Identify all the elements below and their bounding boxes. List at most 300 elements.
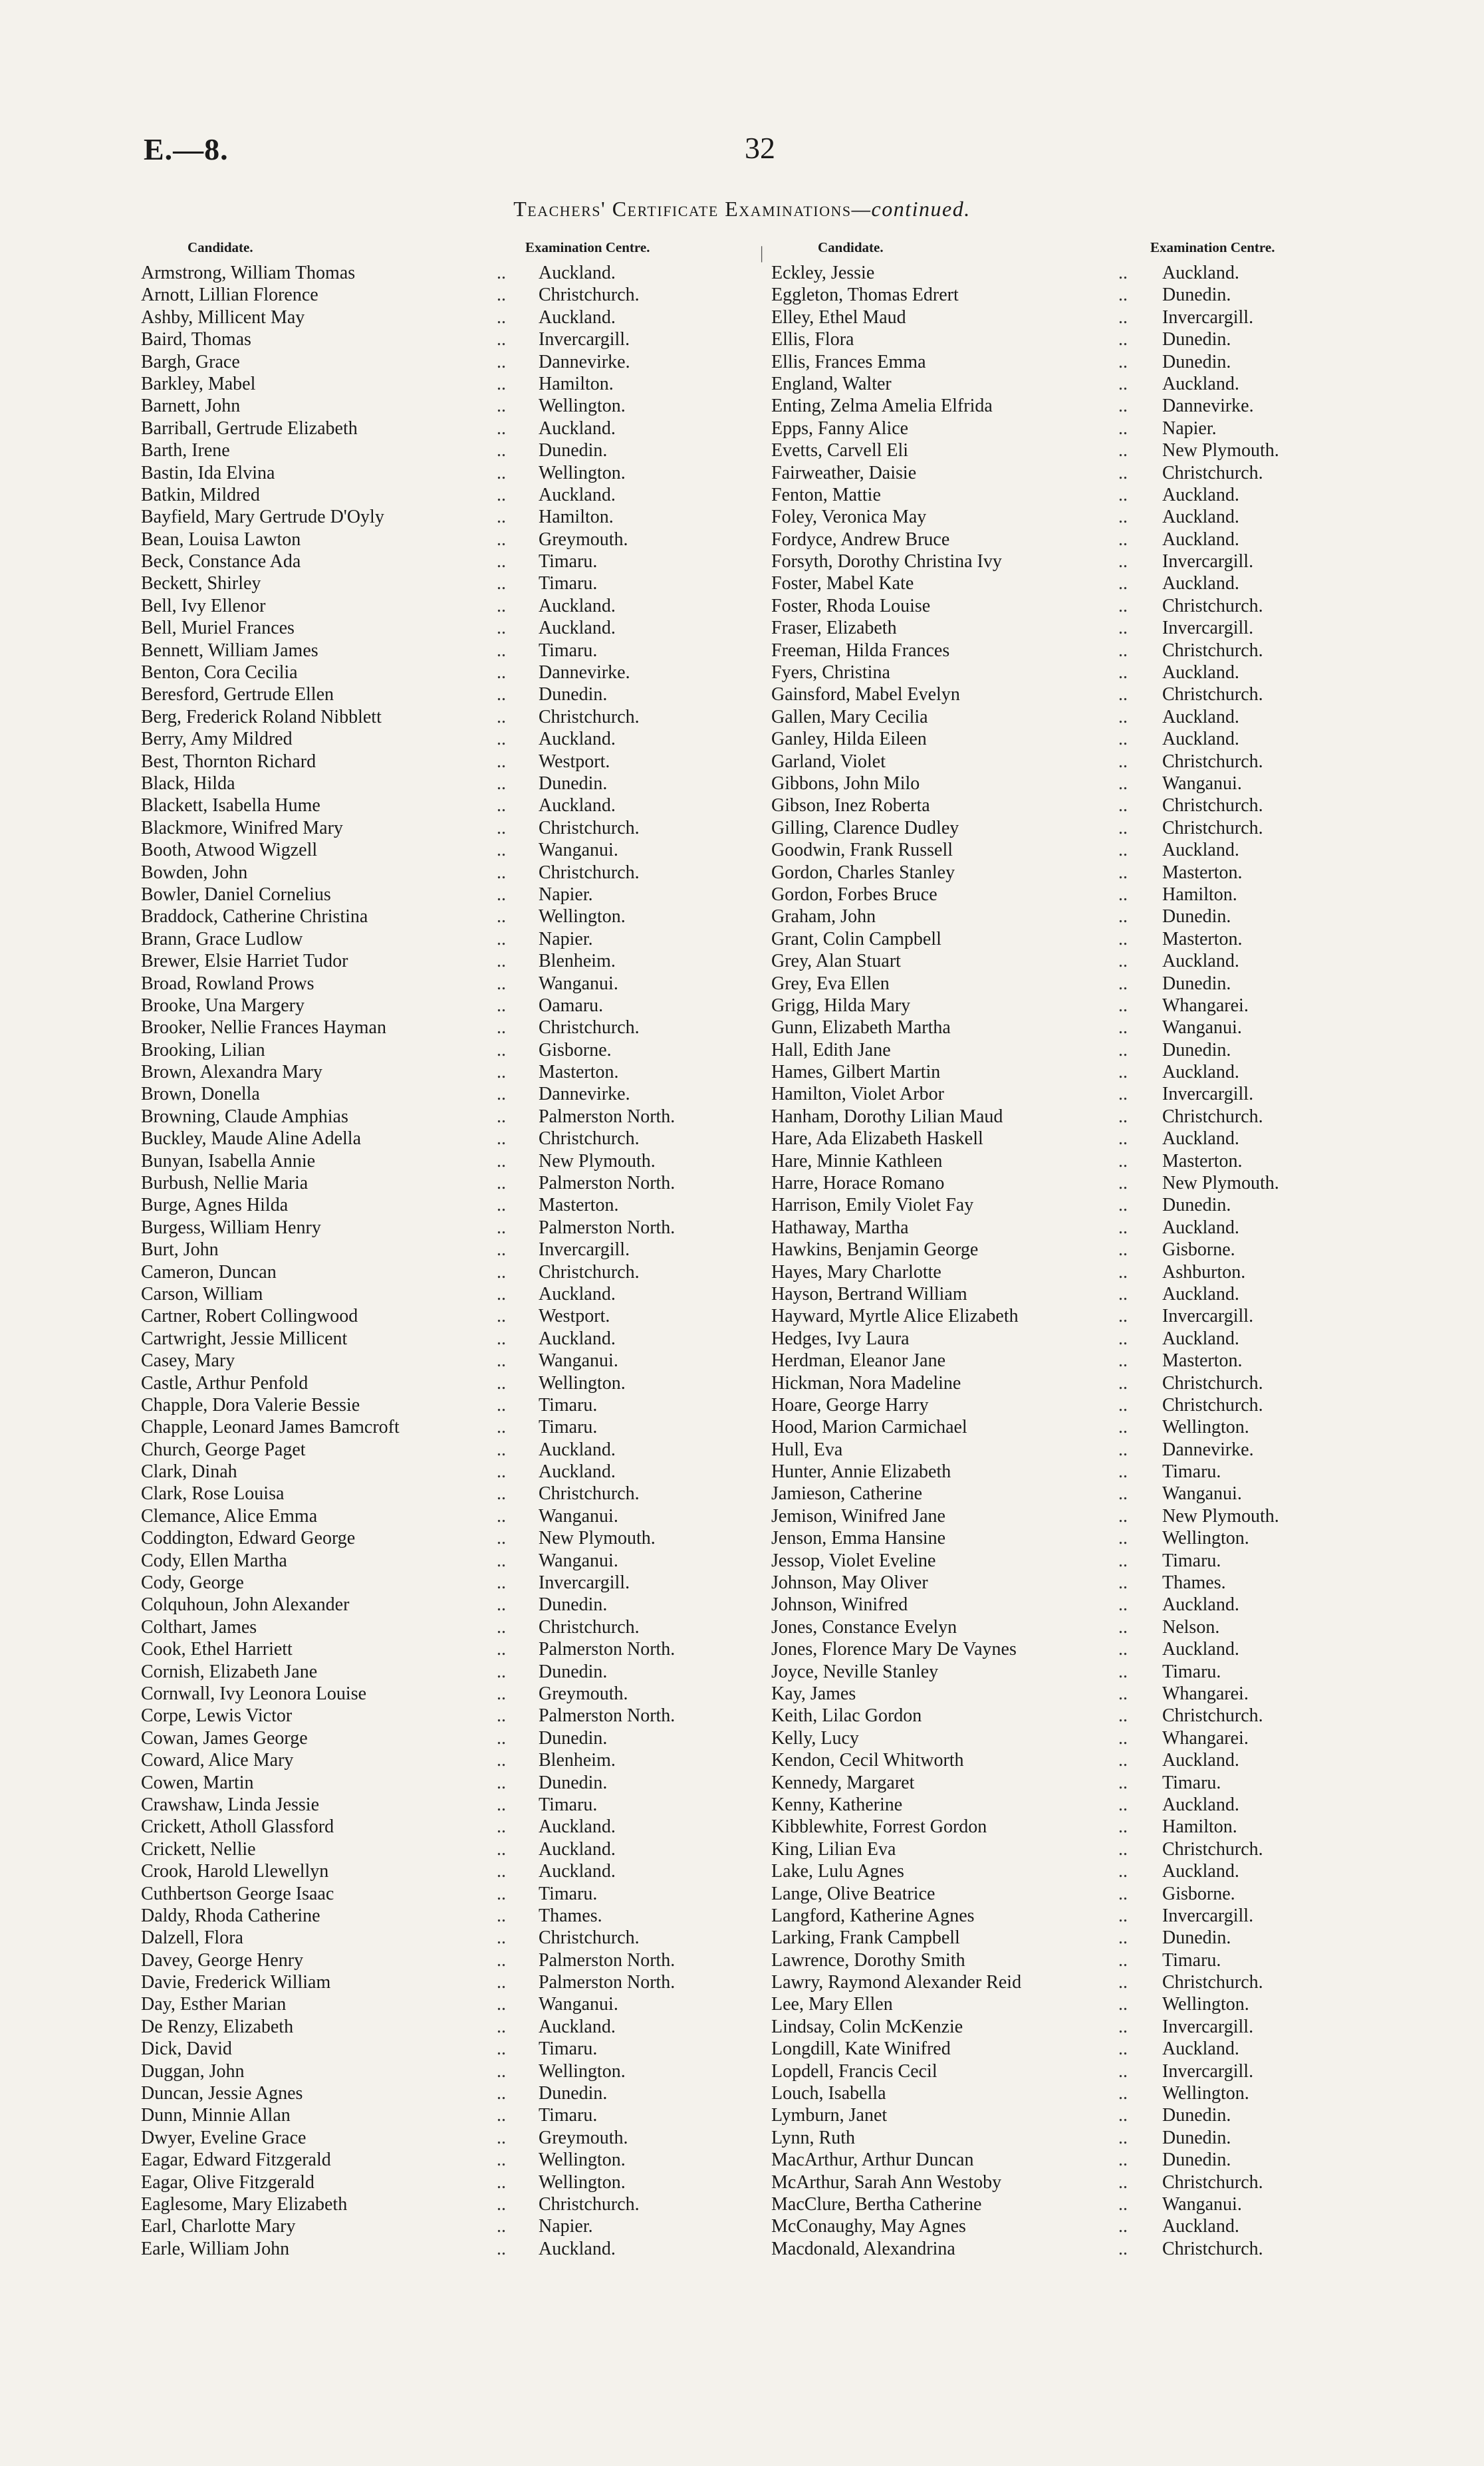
- list-item: [141, 1439, 753, 1461]
- examination-centre: Auckland.: [1162, 951, 1239, 972]
- leader-dots: ..: [497, 1927, 506, 1949]
- candidate-name: Eagar, Olive Fitzgerald: [141, 2171, 314, 2193]
- candidate-name: Clemance, Alice Emma: [141, 1505, 318, 1527]
- examination-centre: Auckland.: [1162, 1328, 1239, 1349]
- leader-dots: ..: [497, 951, 506, 972]
- candidate-name: Bowden, John: [141, 862, 248, 883]
- candidate-name: Cowen, Martin: [141, 1772, 254, 1793]
- examination-centre: Auckland.: [539, 2016, 616, 2037]
- list-item: [771, 1283, 1350, 1305]
- leader-dots: ..: [497, 1816, 506, 1838]
- examination-centre: New Plymouth.: [1162, 440, 1279, 461]
- examination-centre: Invercargill.: [1162, 618, 1254, 639]
- list-item: [141, 1905, 753, 1927]
- list-item: [141, 2104, 753, 2126]
- list-item: [141, 2171, 753, 2193]
- list-item: [771, 1239, 1350, 1261]
- list-item: [141, 1860, 753, 1882]
- list-item: [141, 1483, 753, 1505]
- examination-centre: Gisborne.: [1162, 1239, 1235, 1261]
- list-item: [141, 1061, 753, 1083]
- list-item: [771, 973, 1350, 995]
- leader-dots: ..: [1118, 1106, 1128, 1127]
- leader-dots: ..: [1118, 1616, 1128, 1638]
- leader-dots: ..: [1118, 263, 1128, 283]
- examination-centre: Dunedin.: [1162, 2105, 1231, 2126]
- list-item: [771, 595, 1350, 617]
- list-item: [771, 2171, 1350, 2193]
- candidate-name: Crook, Harold Llewellyn: [141, 1861, 329, 1882]
- list-item: [771, 1439, 1350, 1461]
- candidate-name: Eggleton, Thomas Edrert: [771, 285, 959, 306]
- candidate-name: Lynn, Ruth: [771, 2127, 856, 2148]
- leader-dots: ..: [497, 1861, 506, 1882]
- candidate-name: Lindsay, Colin McKenzie: [771, 2016, 963, 2037]
- list-item: [771, 1328, 1350, 1350]
- leader-dots: ..: [1118, 2150, 1128, 2171]
- leader-dots: ..: [1118, 2060, 1128, 2082]
- list-item: [141, 1616, 753, 1638]
- centre-header: Examination Centre.: [525, 239, 650, 255]
- candidate-name: Hare, Minnie Kathleen: [771, 1150, 943, 1171]
- list-item: [141, 1949, 753, 1971]
- list-item: [771, 262, 1350, 284]
- list-item: [141, 2016, 753, 2038]
- leader-dots: ..: [497, 573, 506, 594]
- candidate-name: Gibson, Inez Roberta: [771, 795, 930, 816]
- candidate-name: Joyce, Neville Stanley: [771, 1661, 939, 1682]
- candidate-name: Lange, Olive Beatrice: [771, 1883, 935, 1904]
- examination-centre: Palmerston North.: [539, 1972, 676, 1993]
- candidate-name: McArthur, Sarah Ann Westoby: [771, 2171, 1002, 2193]
- list-item: [141, 2038, 753, 2060]
- list-item: [141, 328, 753, 350]
- leader-dots: ..: [497, 1283, 506, 1304]
- examination-centre: Greymouth.: [539, 529, 628, 550]
- list-item: [771, 683, 1350, 705]
- leader-dots: ..: [497, 595, 506, 616]
- list-item: [141, 1572, 753, 1594]
- leader-dots: ..: [497, 1106, 506, 1127]
- leader-dots: ..: [497, 329, 506, 350]
- list-item: [141, 1971, 753, 1993]
- list-item: [141, 1261, 753, 1283]
- candidate-name: Bean, Louisa Lawton: [141, 529, 301, 550]
- candidate-name: Bennett, William James: [141, 640, 318, 661]
- leader-dots: ..: [497, 1838, 506, 1860]
- candidate-name: Burbush, Nellie Maria: [141, 1173, 309, 1194]
- leader-dots: ..: [497, 2171, 506, 2193]
- page-title-main: Teachers' Certificate Examinations: [513, 197, 852, 221]
- examination-centre: Auckland.: [539, 595, 616, 616]
- examination-centre: Wellington.: [1162, 2083, 1249, 2104]
- examination-centre: Palmerston North.: [539, 1639, 676, 1660]
- candidate-name: MacArthur, Arthur Duncan: [771, 2150, 974, 2171]
- candidate-name: Colquhoun, John Alexander: [141, 1594, 350, 1616]
- examination-centre: Christchurch.: [539, 2193, 640, 2215]
- leader-dots: ..: [1118, 1505, 1128, 1527]
- candidate-name: Hedges, Ivy Laura: [771, 1328, 910, 1349]
- leader-dots: ..: [497, 1417, 506, 1438]
- examination-centre: Christchurch.: [1162, 595, 1263, 616]
- candidate-name: Keith, Lilac Gordon: [771, 1705, 922, 1727]
- leader-dots: ..: [1118, 817, 1128, 838]
- list-item: [771, 817, 1350, 839]
- list-item: [141, 484, 753, 506]
- leader-dots: ..: [497, 1750, 506, 1771]
- examination-centre: Hamilton.: [1162, 884, 1237, 905]
- leader-dots: ..: [497, 2150, 506, 2171]
- list-item: [141, 1328, 753, 1350]
- examination-centre: Masterton.: [1162, 862, 1243, 883]
- list-item: [141, 1816, 753, 1838]
- candidate-name: Gallen, Mary Cecilia: [771, 706, 928, 727]
- examination-centre: Christchurch.: [1162, 751, 1263, 772]
- list-item: [771, 1217, 1350, 1239]
- examination-centre: Dunedin.: [1162, 1039, 1231, 1060]
- candidate-name: Jemison, Winifred Jane: [771, 1505, 945, 1527]
- list-item: [141, 683, 753, 705]
- list-item: [771, 995, 1350, 1017]
- examination-centre: Napier.: [539, 884, 593, 905]
- list-item: [141, 1150, 753, 1172]
- examination-centre: Auckland.: [1162, 1128, 1239, 1150]
- leader-dots: ..: [497, 507, 506, 528]
- leader-dots: ..: [1118, 1017, 1128, 1039]
- candidate-name: Foster, Rhoda Louise: [771, 595, 931, 616]
- list-item: [771, 1128, 1350, 1150]
- list-item: [771, 1772, 1350, 1794]
- examination-centre: Dunedin.: [1162, 2127, 1231, 2148]
- candidate-name: Hall, Edith Jane: [771, 1039, 891, 1060]
- list-item: [141, 2060, 753, 2082]
- column-divider-mark: |: [760, 243, 764, 263]
- examination-centre: Dunedin.: [1162, 1927, 1231, 1949]
- examination-centre: Christchurch.: [1162, 462, 1263, 483]
- examination-centre: Wellington.: [539, 906, 626, 927]
- candidate-name: Burt, John: [141, 1239, 219, 1261]
- leader-dots: ..: [1118, 684, 1128, 705]
- list-item: [141, 1505, 753, 1527]
- leader-dots: ..: [1118, 1084, 1128, 1105]
- leader-dots: ..: [497, 1727, 506, 1749]
- candidate-name: Harrison, Emily Violet Fay: [771, 1195, 974, 1216]
- candidate-name: Jessop, Violet Eveline: [771, 1550, 936, 1571]
- candidate-name: Cartner, Robert Collingwood: [141, 1306, 358, 1327]
- leader-dots: ..: [497, 1794, 506, 1815]
- list-item: [141, 529, 753, 551]
- candidate-name: Bunyan, Isabella Annie: [141, 1150, 316, 1171]
- page-number: 32: [745, 131, 775, 165]
- examination-centre: Wanganui.: [539, 1350, 618, 1372]
- list-item: [771, 706, 1350, 728]
- list-item: [141, 462, 753, 484]
- leader-dots: ..: [1118, 1150, 1128, 1171]
- examination-centre: Masterton.: [1162, 928, 1243, 949]
- leader-dots: ..: [1118, 1594, 1128, 1616]
- candidate-name: Grey, Alan Stuart: [771, 951, 901, 972]
- candidate-name: Hayes, Mary Charlotte: [771, 1261, 941, 1283]
- list-item: [771, 1883, 1350, 1905]
- examination-centre: Auckland.: [1162, 729, 1239, 750]
- leader-dots: ..: [497, 1949, 506, 1971]
- list-item: [141, 1683, 753, 1705]
- examination-centre: Invercargill.: [1162, 1306, 1254, 1327]
- examination-centre: Timaru.: [539, 2038, 598, 2060]
- list-item: [141, 1550, 753, 1572]
- leader-dots: ..: [497, 2016, 506, 2037]
- leader-dots: ..: [1118, 751, 1128, 772]
- examination-centre: Ashburton.: [1162, 1261, 1246, 1283]
- leader-dots: ..: [1118, 973, 1128, 994]
- leader-dots: ..: [1118, 285, 1128, 306]
- leader-dots: ..: [1118, 2083, 1128, 2104]
- candidate-name: Garland, Violet: [771, 751, 886, 772]
- candidate-name: Black, Hilda: [141, 773, 235, 794]
- list-item: [771, 1061, 1350, 1083]
- list-item: [771, 2193, 1350, 2215]
- candidate-name: Crawshaw, Linda Jessie: [141, 1794, 320, 1815]
- candidate-name: Arnott, Lillian Florence: [141, 285, 318, 306]
- examination-centre: Dunedin.: [1162, 973, 1231, 994]
- candidate-name: Coward, Alice Mary: [141, 1750, 294, 1771]
- candidate-name: Burgess, William Henry: [141, 1217, 321, 1238]
- candidate-name: Barnett, John: [141, 396, 241, 417]
- leader-dots: ..: [497, 418, 506, 439]
- leader-dots: ..: [497, 995, 506, 1016]
- examination-centre: Christchurch.: [539, 1927, 640, 1949]
- examination-centre: Wanganui.: [539, 1505, 618, 1527]
- examination-centre: Auckland.: [1162, 573, 1239, 594]
- candidate-name: Cook, Ethel Harriett: [141, 1639, 293, 1660]
- candidate-name: Browning, Claude Amphias: [141, 1106, 348, 1127]
- leader-dots: ..: [1118, 1639, 1128, 1660]
- list-item: [771, 1261, 1350, 1283]
- leader-dots: ..: [1118, 618, 1128, 639]
- examination-centre: Auckland.: [1162, 2216, 1239, 2237]
- examination-centre: Wellington.: [539, 2060, 626, 2082]
- list-item: [141, 307, 753, 328]
- candidate-name: Gordon, Forbes Bruce: [771, 884, 937, 905]
- list-item: [771, 1816, 1350, 1838]
- candidate-name: Ellis, Flora: [771, 329, 854, 350]
- list-item: [771, 373, 1350, 395]
- list-item: [771, 1505, 1350, 1527]
- examination-centre: Invercargill.: [1162, 2016, 1254, 2037]
- examination-centre: Dannevirke.: [1162, 396, 1254, 417]
- examination-centre: Palmerston North.: [539, 1217, 676, 1238]
- examination-centre: Christchurch.: [539, 862, 640, 883]
- right-candidate-list: [771, 262, 1350, 2260]
- leader-dots: ..: [1118, 2193, 1128, 2215]
- list-item: [771, 328, 1350, 350]
- examination-centre: Nelson.: [1162, 1616, 1220, 1638]
- candidate-name: Jones, Florence Mary De Vaynes: [771, 1639, 1017, 1660]
- candidate-name: Benton, Cora Cecilia: [141, 662, 298, 683]
- leader-dots: ..: [1118, 1550, 1128, 1571]
- leader-dots: ..: [1118, 1972, 1128, 1993]
- examination-centre: Christchurch.: [1162, 1372, 1263, 1394]
- examination-centre: Timaru.: [1162, 1461, 1221, 1483]
- examination-centre: Auckland.: [1162, 1594, 1239, 1616]
- list-item: [771, 418, 1350, 439]
- list-item: [771, 928, 1350, 950]
- list-item: [141, 595, 753, 617]
- candidate-name: Bargh, Grace: [141, 351, 240, 372]
- list-item: [771, 1017, 1350, 1039]
- examination-centre: Dunedin.: [539, 1594, 608, 1616]
- candidate-name: Batkin, Mildred: [141, 484, 260, 505]
- candidate-name: Grant, Colin Campbell: [771, 928, 941, 949]
- leader-dots: ..: [1118, 440, 1128, 461]
- list-item: [771, 1416, 1350, 1438]
- examination-centre: Christchurch.: [539, 1261, 640, 1283]
- leader-dots: ..: [1118, 2171, 1128, 2193]
- leader-dots: ..: [1118, 1838, 1128, 1860]
- leader-dots: ..: [497, 773, 506, 794]
- examination-centre: Auckland.: [1162, 1794, 1239, 1815]
- examination-centre: Auckland.: [1162, 484, 1239, 505]
- list-item: [771, 906, 1350, 927]
- left-column: [141, 239, 753, 2260]
- leader-dots: ..: [497, 684, 506, 705]
- list-item: [771, 1305, 1350, 1327]
- leader-dots: ..: [1118, 1705, 1128, 1727]
- candidate-name: Braddock, Catherine Christina: [141, 906, 368, 927]
- candidate-name: Freeman, Hilda Frances: [771, 640, 950, 661]
- examination-centre: Invercargill.: [539, 1239, 630, 1261]
- examination-centre: Timaru.: [1162, 1661, 1221, 1682]
- list-item: [141, 950, 753, 972]
- candidate-name: Langford, Katherine Agnes: [771, 1905, 975, 1926]
- candidate-name: Hickman, Nora Madeline: [771, 1372, 961, 1394]
- candidate-name: Brooking, Lilian: [141, 1039, 265, 1060]
- list-item: [141, 418, 753, 439]
- list-item: [771, 1683, 1350, 1705]
- candidate-name: Hoare, George Harry: [771, 1394, 929, 1416]
- leader-dots: ..: [497, 1661, 506, 1682]
- leader-dots: ..: [497, 2238, 506, 2259]
- candidate-name: Lee, Mary Ellen: [771, 1994, 893, 2015]
- leader-dots: ..: [497, 2105, 506, 2126]
- list-item: [771, 2238, 1350, 2260]
- leader-dots: ..: [497, 1195, 506, 1216]
- left-column-header: [141, 239, 753, 262]
- leader-dots: ..: [497, 973, 506, 994]
- examination-centre: Wellington.: [539, 2171, 626, 2193]
- list-item: [141, 995, 753, 1017]
- examination-centre: Christchurch.: [1162, 2238, 1263, 2259]
- list-item: [141, 1039, 753, 1061]
- list-item: [141, 2082, 753, 2104]
- examination-centre: Invercargill.: [1162, 551, 1254, 572]
- candidate-name: England, Walter: [771, 373, 892, 394]
- leader-dots: ..: [1118, 2105, 1128, 2126]
- candidate-name: Fraser, Elizabeth: [771, 618, 897, 639]
- list-item: [141, 1594, 753, 1616]
- examination-centre: Timaru.: [539, 1394, 598, 1416]
- list-item: [141, 1416, 753, 1438]
- examination-centre: Dunedin.: [1162, 285, 1231, 306]
- leader-dots: ..: [1118, 840, 1128, 861]
- leader-dots: ..: [497, 551, 506, 572]
- examination-centre: Auckland.: [539, 795, 616, 816]
- examination-centre: Christchurch.: [539, 1128, 640, 1150]
- leader-dots: ..: [1118, 484, 1128, 505]
- list-item: [771, 2215, 1350, 2237]
- leader-dots: ..: [1118, 507, 1128, 528]
- leader-dots: ..: [497, 1439, 506, 1460]
- list-item: [141, 928, 753, 950]
- examination-centre: Christchurch.: [1162, 817, 1263, 838]
- candidate-name: Kay, James: [771, 1683, 856, 1704]
- candidate-name: Longdill, Kate Winifred: [771, 2038, 951, 2060]
- leader-dots: ..: [1118, 1173, 1128, 1194]
- candidate-name: Brooker, Nellie Frances Hayman: [141, 1017, 386, 1039]
- examination-centre: Wanganui.: [1162, 1017, 1242, 1039]
- examination-centre: Dunedin.: [539, 773, 608, 794]
- leader-dots: ..: [1118, 1328, 1128, 1349]
- candidate-name: Blackmore, Winifred Mary: [141, 817, 343, 838]
- examination-centre: Auckland.: [539, 484, 616, 505]
- candidate-name: Hood, Marion Carmichael: [771, 1417, 967, 1438]
- leader-dots: ..: [497, 1217, 506, 1238]
- examination-centre: Invercargill.: [1162, 307, 1254, 328]
- examination-centre: Dunedin.: [539, 1772, 608, 1793]
- leader-dots: ..: [1118, 2238, 1128, 2259]
- list-item: [771, 1106, 1350, 1128]
- examination-centre: Dunedin.: [1162, 2150, 1231, 2171]
- examination-centre: Wellington.: [539, 396, 626, 417]
- list-item: [141, 1017, 753, 1039]
- leader-dots: ..: [1118, 951, 1128, 972]
- candidate-name: Bell, Muriel Frances: [141, 618, 295, 639]
- candidate-name: Hanham, Dorothy Lilian Maud: [771, 1106, 1003, 1127]
- examination-centre: Auckland.: [1162, 1861, 1239, 1882]
- examination-centre: Whangarei.: [1162, 995, 1249, 1016]
- leader-dots: ..: [497, 1150, 506, 1171]
- candidate-name: Hayward, Myrtle Alice Elizabeth: [771, 1306, 1019, 1327]
- candidate-name: Jones, Constance Evelyn: [771, 1616, 957, 1638]
- examination-centre: Dunedin.: [1162, 906, 1231, 927]
- leader-dots: ..: [1118, 795, 1128, 816]
- leader-dots: ..: [1118, 1461, 1128, 1483]
- leader-dots: ..: [497, 285, 506, 306]
- candidate-name: Beck, Constance Ada: [141, 551, 301, 572]
- examination-centre: Auckland.: [1162, 263, 1239, 283]
- list-item: [771, 2149, 1350, 2171]
- examination-centre: Auckland.: [1162, 2038, 1239, 2060]
- examination-centre: Invercargill.: [539, 1572, 630, 1594]
- list-item: [771, 529, 1350, 551]
- leader-dots: ..: [497, 373, 506, 394]
- list-item: [771, 1993, 1350, 2015]
- candidate-name: Kennedy, Margaret: [771, 1772, 915, 1793]
- candidate-name: Lopdell, Francis Cecil: [771, 2060, 937, 2082]
- leader-dots: ..: [497, 1306, 506, 1327]
- leader-dots: ..: [497, 1550, 506, 1571]
- candidate-name: Eaglesome, Mary Elizabeth: [141, 2193, 348, 2215]
- list-item: [141, 1749, 753, 1771]
- examination-centre: New Plymouth.: [1162, 1173, 1279, 1194]
- leader-dots: ..: [1118, 1927, 1128, 1949]
- leader-dots: ..: [1118, 396, 1128, 417]
- leader-dots: ..: [1118, 1683, 1128, 1704]
- examination-centre: New Plymouth.: [539, 1528, 656, 1549]
- list-item: [771, 2104, 1350, 2126]
- list-item: [141, 351, 753, 373]
- list-item: [141, 1461, 753, 1483]
